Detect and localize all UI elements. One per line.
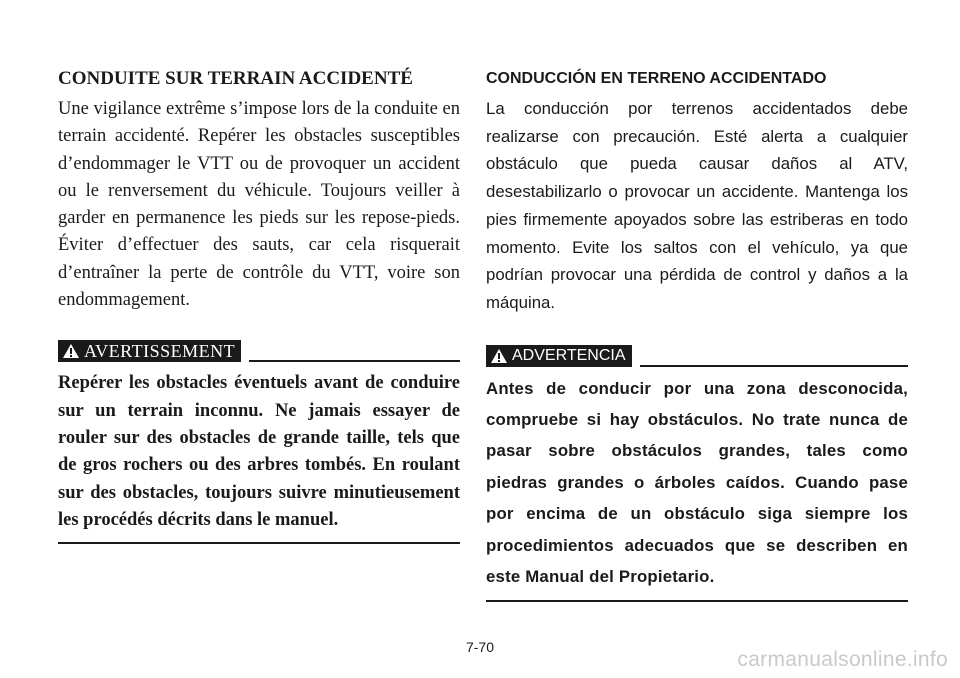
warning-triangle-icon <box>490 348 508 364</box>
warning-rule <box>249 360 460 362</box>
warning-triangle-icon <box>62 343 80 359</box>
spanish-body-text: La conducción por terrenos accidentados debe realizarse con precaución. Esté alerta a cualquier obstáculo que pueda causar daños al ATV, desestabilizarlo o provocar un accidente. Mantenga los pies firmemente apoyados sobre las estriberas en todo momento. Evite los saltos con el vehículo, ya que podrían provocar una pérdida de control y daños a la máquina. <box>486 99 908 312</box>
spanish-heading: CONDUCCIÓN EN TERRENO ACCIDENTADO <box>486 70 827 87</box>
spanish-warning-text: Antes de conducir por una zona desconocida, compruebe si hay obstáculos. No trate nunca de pasar sobre obstáculos grandes, tales como piedras grandes o árboles caídos. Cuando pase por encima de un obstáculo siga siempre los procedimientos adecuados que se describen en este Manual del Propietario. <box>486 378 908 587</box>
spanish-warning-label: ADVERTENCIA <box>512 346 626 364</box>
french-warning-badge <box>58 340 241 362</box>
warning-end-rule <box>486 600 908 602</box>
french-warning-label: AVERTISSEMENT <box>84 340 236 361</box>
spanish-warning-header <box>486 345 908 367</box>
page-number: 7-70 <box>465 639 495 655</box>
french-heading: CONDUITE SUR TERRAIN ACCIDENTÉ <box>58 68 413 89</box>
french-warning-header <box>58 340 460 362</box>
french-warning-text: Repérer les obstacles éventuels avant de conduire sur un terrain inconnu. Ne jamais essayer de rouler sur des obstacles de grande taille, tels que de gros rochers ou des arbres tombés. En roulant sur des obstacles, toujours suivre minutieusement les procédés décrits dans le manuel. <box>58 373 460 530</box>
warning-end-rule <box>58 542 460 544</box>
spanish-warning-badge <box>486 345 632 367</box>
spanish-column <box>486 68 908 602</box>
watermark: carmanualsonline.info <box>737 648 948 671</box>
warning-rule <box>640 365 908 367</box>
french-column <box>58 68 460 544</box>
french-body-text: Une vigilance extrême s’impose lors de la conduite en terrain accidenté. Repérer les obstacles susceptibles d’endommager le VTT ou de provoquer un accident ou le renversement du véhicule. Toujours veiller à garder en permanence les pieds sur les repose-pieds. Éviter d’effectuer des sauts, car cela risquerait d’entraîner la perte de contrôle du VTT, voire son endommagement. <box>58 99 460 311</box>
